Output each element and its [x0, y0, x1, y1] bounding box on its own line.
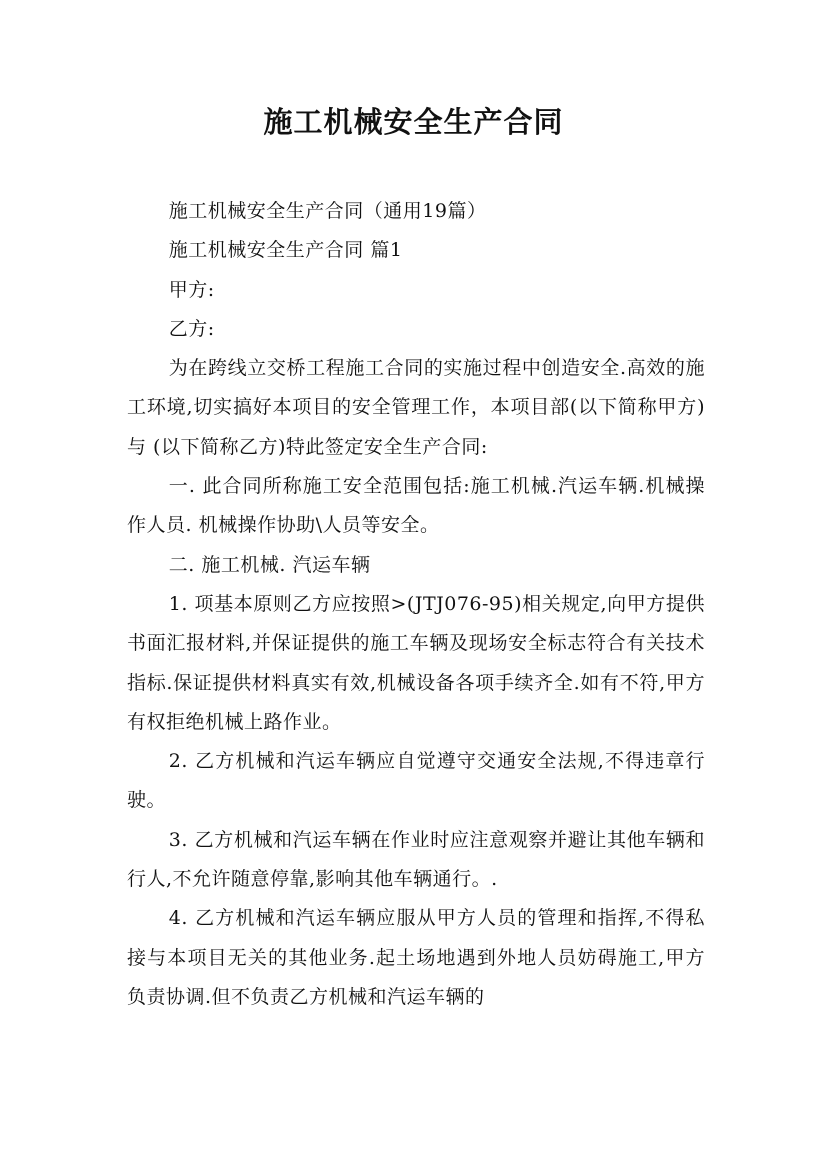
paragraph: 施工机械安全生产合同（通用19篇）	[168, 200, 487, 222]
paragraph: 一. 此合同所称施工安全范围包括:施工机械.汽运车辆.机械操作人员. 机械操作协助\人员等安全。	[127, 475, 705, 537]
paragraph: 施工机械安全生产合同 篇1	[168, 239, 403, 262]
paragraph: 为在跨线立交桥工程施工合同的实施过程中创造安全.高效的施工环境,切实搞好本项目的安全管理工作，本项目部(以下简称甲方)与 (以下简称乙方)特此签定安全生产合同:	[127, 357, 705, 458]
paragraph: 4. 乙方机械和汽运车辆应服从甲方人员的管理和指挥,不得私接与本项目无关的其他业务.起土场地遇到外地人员妨碍施工,甲方负责协调.但不负责乙方机械和汽运车辆的	[127, 907, 705, 1008]
paragraph: 乙方:	[168, 317, 215, 340]
document-title: 施工机械安全生产合同	[263, 105, 564, 139]
paragraph: 1. 项基本原则乙方应按照>(JTJ076-95)相关规定,向甲方提供书面汇报材料,并保证提供的施工车辆及现场安全标志符合有关技术指标.保证提供材料真实有效,机械设备各项手续齐全.如有不符,甲方有权拒绝机械上路作业。	[127, 592, 705, 733]
document-body	[127, 192, 705, 1017]
paragraph: 二. 施工机械. 汽运车辆	[168, 553, 371, 576]
paragraph: 2. 乙方机械和汽运车辆应自觉遵守交通安全法规,不得违章行驶。	[127, 750, 705, 812]
paragraph: 甲方:	[168, 278, 215, 301]
paragraph: 3. 乙方机械和汽运车辆在作业时应注意观察并避让其他车辆和行人,不允许随意停靠,影响其他车辆通行。.	[127, 828, 705, 891]
